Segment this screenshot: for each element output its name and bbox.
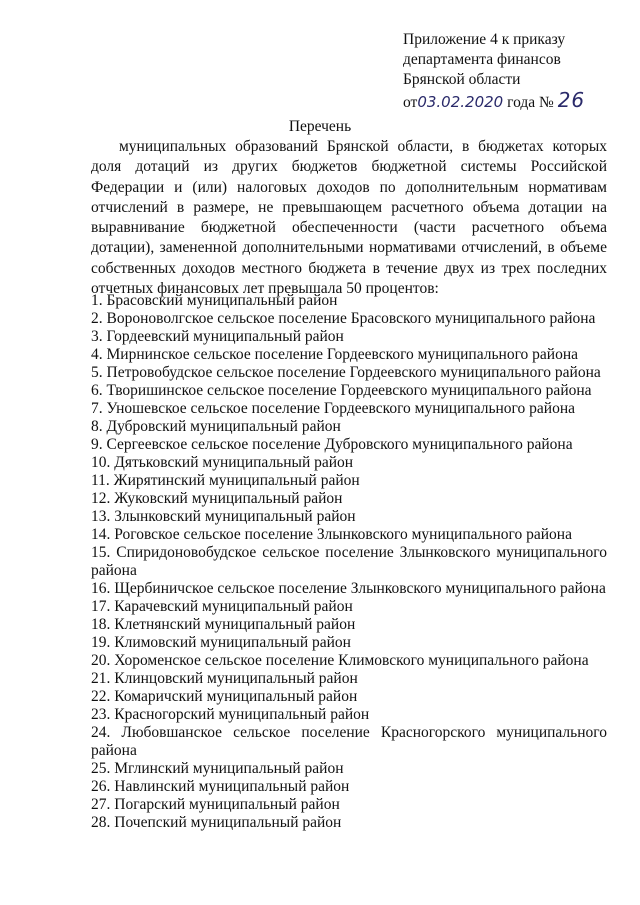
list-item: 28. Почепский муниципальный район [91, 814, 342, 831]
header-line-department: департамента финансов [403, 51, 561, 68]
date-prefix: от [403, 94, 418, 111]
municipality-list [91, 292, 607, 832]
list-item: 25. Мглинский муниципальный район [91, 760, 344, 777]
header-line-region: Брянской области [403, 71, 521, 88]
list-item: 13. Злынковский муниципальный район [91, 508, 356, 525]
list-item: 11. Жирятинский муниципальный район [91, 472, 360, 489]
list-item: 26. Навлинский муниципальный район [91, 778, 350, 795]
list-item: 24. Любовшанское сельское поселение Красногорского муниципального района [91, 724, 607, 759]
list-item: 2. Вороноволгское сельское поселение Брасовского муниципального района [91, 310, 596, 327]
list-item: 4. Мирнинское сельское поселение Гордеевского муниципального района [91, 346, 579, 363]
list-item: 10. Дятьковский муниципальный район [91, 454, 354, 471]
handwritten-date: 03.02.2020 [417, 93, 504, 111]
list-item: 16. Щербиничское сельское поселение Злынковского муниципального района [91, 580, 606, 597]
list-item: 6. Творишинское сельское поселение Гордеевского муниципального района [91, 382, 592, 399]
list-item: 18. Клетнянский муниципальный район [91, 616, 356, 633]
header-line-appendix: Приложение 4 к приказу [403, 31, 566, 48]
list-item: 20. Хороменское сельское поселение Климовского муниципального района [91, 652, 589, 669]
list-item: 21. Клинцовский муниципальный район [91, 670, 358, 687]
list-item: 7. Уношевское сельское поселение Гордеевского муниципального района [91, 400, 576, 417]
list-item: 1. Брасовский муниципальный район [91, 292, 338, 309]
list-item: 12. Жуковский муниципальный район [91, 490, 343, 507]
list-item: 19. Климовский муниципальный район [91, 634, 351, 651]
year-number-label: года № [503, 94, 554, 111]
header-line-date-number [403, 90, 603, 113]
list-item: 3. Гордеевский муниципальный район [91, 328, 344, 345]
list-item: 8. Дубровский муниципальный район [91, 418, 341, 435]
list-item: 17. Карачевский муниципальный район [91, 598, 353, 615]
list-item: 9. Сергеевское сельское поселение Дубровского муниципального района [91, 436, 573, 453]
list-item: 23. Красногорский муниципальный район [91, 706, 370, 723]
list-item: 5. Петровобудское сельское поселение Гордеевского муниципального района [91, 364, 601, 381]
document-title: Перечень [288, 118, 352, 135]
list-item: 22. Комаричский муниципальный район [91, 688, 358, 705]
intro-text: муниципальных образований Брянской области, в бюджетах которых доля дотаций из других бюджетов бюджетной системы Российской Федерации и (или) налоговых доходов по дополнительным нормативам отчислений в размере, не превышающем расчетного объема дотации на выравнивание бюджетной обеспеченности (части расчетного объема дотации), замененной дополнительными нормативами отчислений, в объеме собственных доходов местного бюджета в течение двух из трех последних отчетных финансовых лет превышала 50 процентов: [91, 138, 607, 298]
list-item: 27. Погарский муниципальный район [91, 796, 340, 813]
list-item: 15. Спиридоновобудское сельское поселение Злынковского муниципального района [91, 544, 607, 579]
intro-paragraph [91, 137, 607, 299]
order-appendix-header [403, 30, 603, 113]
handwritten-order-number: 26 [557, 88, 586, 112]
list-item: 14. Роговское сельское поселение Злынковского муниципального района [91, 526, 572, 543]
